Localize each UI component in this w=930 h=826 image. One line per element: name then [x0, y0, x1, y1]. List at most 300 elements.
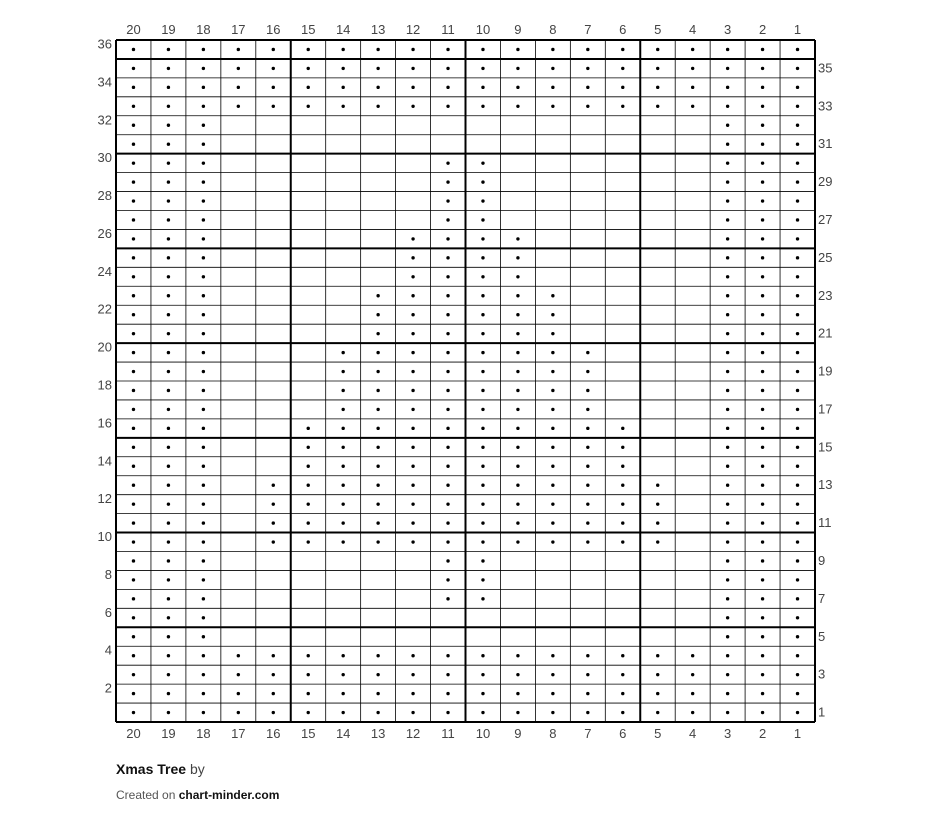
stitch-dot — [726, 199, 729, 202]
stitch-dot — [481, 161, 484, 164]
stitch-dot — [167, 616, 170, 619]
stitch-dot — [691, 67, 694, 70]
stitch-dot — [446, 427, 449, 430]
stitch-dot — [307, 711, 310, 714]
stitch-dot — [341, 67, 344, 70]
stitch-dot — [726, 256, 729, 259]
stitch-dot — [446, 465, 449, 468]
chart-title-text: Xmas Tree — [116, 761, 187, 777]
stitch-dot — [551, 711, 554, 714]
stitch-dot — [761, 502, 764, 505]
stitch-dot — [446, 370, 449, 373]
stitch-dot — [202, 635, 205, 638]
stitch-dot — [446, 313, 449, 316]
stitch-dot — [586, 692, 589, 695]
stitch-dot — [341, 540, 344, 543]
stitch-dot — [376, 711, 379, 714]
stitch-dot — [307, 483, 310, 486]
column-label-top: 5 — [654, 22, 662, 37]
stitch-dot — [796, 521, 799, 524]
stitch-dot — [551, 521, 554, 524]
stitch-dot — [586, 673, 589, 676]
stitch-dot — [272, 673, 275, 676]
stitch-dot — [167, 294, 170, 297]
stitch-dot — [307, 105, 310, 108]
stitch-dot — [621, 465, 624, 468]
stitch-dot — [796, 142, 799, 145]
stitch-dot — [656, 540, 659, 543]
stitch-dot — [481, 180, 484, 183]
stitch-dot — [796, 654, 799, 657]
stitch-dot — [796, 483, 799, 486]
stitch-dot — [726, 370, 729, 373]
stitch-dot — [621, 483, 624, 486]
stitch-dot — [761, 161, 764, 164]
stitch-dot — [551, 48, 554, 51]
stitch-dot — [132, 692, 135, 695]
column-label-bottom: 10 — [475, 726, 491, 741]
stitch-dot — [691, 48, 694, 51]
stitch-dot — [586, 67, 589, 70]
stitch-dot — [446, 180, 449, 183]
stitch-dot — [551, 673, 554, 676]
stitch-dot — [202, 408, 205, 411]
stitch-dot — [481, 86, 484, 89]
row-label-right: 5 — [818, 628, 826, 644]
column-label-top: 18 — [196, 22, 211, 37]
stitch-dot — [446, 502, 449, 505]
stitch-dot — [691, 711, 694, 714]
stitch-dot — [516, 483, 519, 486]
row-label-left: 14 — [97, 453, 112, 469]
stitch-dot — [237, 673, 240, 676]
stitch-dot — [691, 692, 694, 695]
stitch-dot — [411, 692, 414, 695]
stitch-dot — [167, 673, 170, 676]
column-label-top: 20 — [126, 22, 141, 37]
stitch-dot — [167, 408, 170, 411]
stitch-dot — [761, 48, 764, 51]
stitch-dot — [796, 67, 799, 70]
chart-author-by: by — [189, 761, 205, 777]
stitch-dot — [481, 351, 484, 354]
stitch-dot — [516, 427, 519, 430]
stitch-dot — [726, 332, 729, 335]
stitch-dot — [167, 275, 170, 278]
row-label-left: 10 — [97, 529, 112, 545]
row-label-right: 1 — [818, 704, 826, 720]
stitch-dot — [656, 483, 659, 486]
row-label-left: 22 — [97, 301, 112, 317]
stitch-dot — [761, 616, 764, 619]
stitch-dot — [446, 521, 449, 524]
stitch-dot — [376, 446, 379, 449]
stitch-dot — [202, 616, 205, 619]
stitch-dot — [272, 67, 275, 70]
stitch-dot — [341, 427, 344, 430]
stitch-dot — [132, 86, 135, 89]
stitch-dot — [132, 370, 135, 373]
stitch-dot — [167, 161, 170, 164]
stitch-dot — [167, 237, 170, 240]
stitch-dot — [202, 673, 205, 676]
stitch-dot — [341, 389, 344, 392]
stitch-dot — [481, 294, 484, 297]
stitch-dot — [202, 502, 205, 505]
stitch-dot — [446, 540, 449, 543]
stitch-dot — [761, 483, 764, 486]
stitch-dot — [167, 578, 170, 581]
stitch-dot — [481, 597, 484, 600]
stitch-dot — [376, 483, 379, 486]
stitch-dot — [621, 427, 624, 430]
stitch-dot — [761, 237, 764, 240]
stitch-dot — [132, 313, 135, 316]
column-label-bottom: 20 — [126, 726, 141, 741]
stitch-dot — [481, 105, 484, 108]
stitch-dot — [796, 711, 799, 714]
stitch-dot — [202, 124, 205, 127]
stitch-dot — [551, 105, 554, 108]
stitch-dot — [132, 635, 135, 638]
stitch-dot — [621, 48, 624, 51]
stitch-dot — [656, 521, 659, 524]
stitch-dot — [691, 105, 694, 108]
stitch-dot — [167, 199, 170, 202]
stitch-dot — [132, 199, 135, 202]
stitch-dot — [202, 199, 205, 202]
stitch-dot — [551, 446, 554, 449]
stitch-dot — [341, 502, 344, 505]
stitch-dot — [202, 389, 205, 392]
stitch-dot — [761, 654, 764, 657]
stitch-dot — [761, 540, 764, 543]
stitch-dot — [202, 218, 205, 221]
stitch-dot — [167, 351, 170, 354]
stitch-dot — [586, 654, 589, 657]
stitch-dot — [621, 105, 624, 108]
stitch-dot — [621, 692, 624, 695]
stitch-dot — [796, 370, 799, 373]
stitch-dot — [551, 332, 554, 335]
column-label-top: 3 — [724, 22, 732, 37]
stitch-dot — [516, 654, 519, 657]
stitch-dot — [761, 597, 764, 600]
stitch-dot — [726, 218, 729, 221]
stitch-dot — [551, 654, 554, 657]
stitch-dot — [341, 351, 344, 354]
stitch-dot — [551, 427, 554, 430]
stitch-dot — [376, 351, 379, 354]
stitch-dot — [761, 86, 764, 89]
row-label-right: 29 — [818, 174, 833, 190]
stitch-dot — [761, 692, 764, 695]
stitch-dot — [202, 67, 205, 70]
stitch-dot — [516, 313, 519, 316]
stitch-dot — [761, 105, 764, 108]
stitch-dot — [202, 86, 205, 89]
stitch-dot — [376, 502, 379, 505]
stitch-dot — [167, 48, 170, 51]
stitch-dot — [481, 540, 484, 543]
stitch-dot — [796, 502, 799, 505]
stitch-dot — [132, 540, 135, 543]
stitch-dot — [272, 521, 275, 524]
column-label-top: 10 — [475, 22, 491, 37]
column-label-bottom: 7 — [584, 726, 592, 741]
row-label-left: 2 — [104, 680, 112, 696]
stitch-dot — [446, 389, 449, 392]
stitch-dot — [656, 105, 659, 108]
stitch-dot — [272, 105, 275, 108]
stitch-dot — [761, 408, 764, 411]
column-label-bottom: 12 — [405, 726, 421, 741]
stitch-dot — [411, 408, 414, 411]
stitch-dot — [132, 124, 135, 127]
row-label-left: 30 — [97, 150, 112, 166]
stitch-dot — [551, 502, 554, 505]
stitch-dot — [726, 389, 729, 392]
stitch-dot — [796, 446, 799, 449]
column-label-top: 12 — [405, 22, 421, 37]
stitch-dot — [167, 540, 170, 543]
stitch-dot — [796, 673, 799, 676]
row-label-right: 11 — [818, 515, 832, 531]
stitch-dot — [796, 540, 799, 543]
stitch-dot — [167, 142, 170, 145]
column-label-top: 7 — [584, 22, 592, 37]
stitch-dot — [621, 711, 624, 714]
stitch-dot — [586, 370, 589, 373]
stitch-dot — [726, 692, 729, 695]
column-label-top: 8 — [549, 22, 557, 37]
stitch-dot — [376, 313, 379, 316]
stitch-dot — [586, 86, 589, 89]
stitch-dot — [202, 351, 205, 354]
stitch-dot — [411, 465, 414, 468]
stitch-dot — [376, 105, 379, 108]
stitch-dot — [202, 180, 205, 183]
stitch-dot — [446, 332, 449, 335]
stitch-dot — [481, 483, 484, 486]
stitch-dot — [376, 654, 379, 657]
stitch-dot — [202, 370, 205, 373]
stitch-dot — [167, 332, 170, 335]
row-label-left: 32 — [97, 112, 112, 128]
stitch-dot — [656, 692, 659, 695]
stitch-dot — [516, 711, 519, 714]
stitch-dot — [481, 427, 484, 430]
stitch-dot — [481, 692, 484, 695]
stitch-dot — [481, 502, 484, 505]
stitch-dot — [656, 86, 659, 89]
stitch-dot — [376, 692, 379, 695]
stitch-dot — [586, 540, 589, 543]
stitch-dot — [796, 616, 799, 619]
column-label-bottom: 1 — [793, 726, 802, 741]
row-label-right: 7 — [818, 590, 826, 606]
stitch-dot — [761, 180, 764, 183]
stitch-dot — [726, 465, 729, 468]
column-label-bottom: 15 — [300, 726, 316, 741]
row-label-left: 36 — [97, 36, 112, 52]
stitch-dot — [516, 446, 519, 449]
row-label-right: 25 — [818, 249, 833, 265]
stitch-dot — [761, 427, 764, 430]
row-label-right: 27 — [818, 211, 833, 227]
stitch-dot — [202, 294, 205, 297]
stitch-dot — [132, 48, 135, 51]
stitch-dot — [516, 502, 519, 505]
stitch-dot — [411, 370, 414, 373]
stitch-dot — [656, 654, 659, 657]
stitch-dot — [761, 578, 764, 581]
stitch-dot — [726, 48, 729, 51]
stitch-dot — [481, 275, 484, 278]
stitch-dot — [761, 124, 764, 127]
stitch-dot — [307, 427, 310, 430]
stitch-dot — [516, 673, 519, 676]
row-label-right: 31 — [818, 136, 833, 152]
stitch-dot — [202, 446, 205, 449]
stitch-dot — [516, 465, 519, 468]
stitch-dot — [202, 237, 205, 240]
stitch-dot — [411, 332, 414, 335]
stitch-dot — [376, 389, 379, 392]
created-on-label: Created on — [116, 788, 176, 802]
stitch-dot — [132, 105, 135, 108]
stitch-dot — [551, 389, 554, 392]
stitch-dot — [621, 673, 624, 676]
stitch-dot — [761, 67, 764, 70]
stitch-dot — [796, 218, 799, 221]
stitch-dot — [796, 86, 799, 89]
row-label-right: 9 — [818, 552, 826, 568]
stitch-dot — [726, 521, 729, 524]
stitch-dot — [411, 502, 414, 505]
stitch-dot — [726, 635, 729, 638]
stitch-dot — [411, 389, 414, 392]
stitch-dot — [481, 521, 484, 524]
stitch-dot — [167, 711, 170, 714]
row-label-left: 12 — [97, 491, 112, 507]
stitch-dot — [796, 559, 799, 562]
stitch-dot — [796, 427, 799, 430]
site-link[interactable]: chart-minder.com — [178, 788, 280, 802]
stitch-dot — [341, 483, 344, 486]
stitch-dot — [272, 48, 275, 51]
stitch-dot — [516, 237, 519, 240]
created-on-credit — [116, 788, 279, 802]
stitch-dot — [726, 597, 729, 600]
column-label-top: 17 — [231, 22, 246, 37]
stitch-dot — [481, 408, 484, 411]
stitch-dot — [376, 427, 379, 430]
stitch-dot — [202, 540, 205, 543]
stitch-dot — [516, 692, 519, 695]
stitch-dot — [132, 483, 135, 486]
stitch-dot — [132, 502, 135, 505]
row-label-right: 23 — [818, 287, 833, 303]
stitch-dot — [307, 692, 310, 695]
stitch-dot — [726, 654, 729, 657]
stitch-dot — [202, 256, 205, 259]
stitch-dot — [726, 559, 729, 562]
stitch-dot — [726, 67, 729, 70]
stitch-dot — [481, 332, 484, 335]
stitch-dot — [761, 332, 764, 335]
stitch-dot — [726, 502, 729, 505]
stitch-dot — [132, 294, 135, 297]
stitch-dot — [726, 483, 729, 486]
stitch-dot — [132, 67, 135, 70]
stitch-dot — [761, 313, 764, 316]
stitch-dot — [307, 521, 310, 524]
stitch-dot — [516, 275, 519, 278]
stitch-dot — [551, 483, 554, 486]
stitch-dot — [516, 370, 519, 373]
stitch-dot — [516, 389, 519, 392]
stitch-dot — [376, 408, 379, 411]
stitch-dot — [307, 673, 310, 676]
chart-title — [116, 761, 205, 777]
stitch-dot — [202, 142, 205, 145]
stitch-dot — [586, 446, 589, 449]
stitch-dot — [307, 446, 310, 449]
stitch-dot — [132, 673, 135, 676]
stitch-dot — [481, 48, 484, 51]
stitch-dot — [446, 67, 449, 70]
stitch-dot — [202, 465, 205, 468]
column-label-bottom: 2 — [758, 726, 767, 741]
stitch-dot — [341, 692, 344, 695]
stitch-dot — [237, 86, 240, 89]
stitch-dot — [481, 389, 484, 392]
stitch-dot — [551, 313, 554, 316]
stitch-dot — [481, 67, 484, 70]
stitch-dot — [726, 408, 729, 411]
stitch-dot — [621, 521, 624, 524]
stitch-dot — [551, 294, 554, 297]
column-label-bottom: 11 — [441, 726, 455, 741]
stitch-dot — [411, 711, 414, 714]
stitch-dot — [446, 218, 449, 221]
column-label-bottom: 6 — [619, 726, 627, 741]
stitch-dot — [586, 483, 589, 486]
column-label-top: 13 — [370, 22, 386, 37]
stitch-dot — [376, 48, 379, 51]
row-label-left: 8 — [104, 566, 112, 582]
stitch-dot — [167, 370, 170, 373]
stitch-dot — [237, 105, 240, 108]
stitch-dot — [481, 559, 484, 562]
stitch-dot — [411, 105, 414, 108]
stitch-dot — [796, 161, 799, 164]
stitch-dot — [446, 692, 449, 695]
stitch-dot — [446, 256, 449, 259]
stitch-dot — [656, 502, 659, 505]
stitch-dot — [132, 654, 135, 657]
stitch-dot — [796, 465, 799, 468]
stitch-dot — [726, 275, 729, 278]
stitch-dot — [481, 673, 484, 676]
row-label-right: 21 — [818, 325, 833, 341]
stitch-dot — [411, 483, 414, 486]
stitch-dot — [341, 48, 344, 51]
stitch-dot — [307, 540, 310, 543]
column-label-bottom: 13 — [370, 726, 386, 741]
stitch-dot — [167, 483, 170, 486]
